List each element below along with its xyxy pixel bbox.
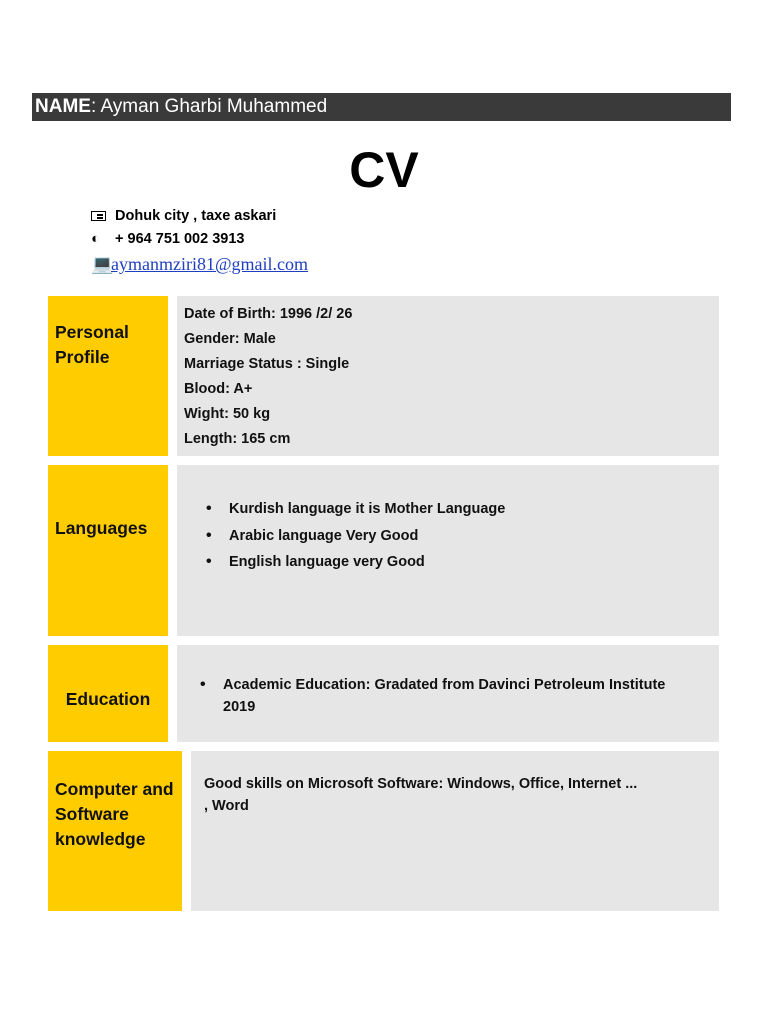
- name-separator: :: [90, 96, 101, 117]
- education-list: [200, 674, 719, 718]
- name-bar: [32, 93, 731, 121]
- personal-profile-content: [177, 296, 719, 456]
- list-item: • English language very Good: [206, 549, 719, 576]
- education-label: Education: [65, 689, 151, 709]
- list-item: [200, 674, 719, 718]
- contact-phone: [91, 229, 244, 249]
- contact-address: [91, 206, 276, 226]
- address-text: Dohuk city , taxe askari: [115, 208, 277, 224]
- computer-label-line3: knowledge: [55, 829, 146, 849]
- languages-label: Languages: [55, 518, 148, 538]
- languages-content: [177, 465, 719, 636]
- education-label-box: [48, 645, 168, 742]
- phone-text: + 964 751 002 3913: [115, 231, 245, 247]
- personal-profile-label-line2: Profile: [55, 347, 110, 367]
- profile-weight: Wight: 50 kg: [184, 406, 271, 422]
- computer-label-line1: Computer and: [55, 779, 174, 799]
- profile-marital-status: Marriage Status : Single: [184, 356, 350, 372]
- email-link[interactable]: aymanmziri81@gmail.com: [111, 254, 309, 274]
- profile-dob: Date of Birth: 1996 /2/ 26: [184, 306, 353, 322]
- list-item: • Arabic language Very Good: [206, 523, 719, 550]
- profile-blood: Blood: A+: [184, 381, 253, 397]
- computer-skills-line2: , Word: [204, 798, 249, 814]
- list-item: • Kurdish language it is Mother Language: [206, 496, 719, 523]
- education-item-line1: • Academic Education: Gradated from Davinci Petroleum Institute: [223, 677, 666, 693]
- profile-gender: Gender: Male: [184, 331, 276, 347]
- personal-profile-label-box: [48, 296, 168, 456]
- computer-label-box: [48, 751, 182, 911]
- page-title: CV: [349, 142, 419, 198]
- education-content: [177, 645, 719, 742]
- profile-length: Length: 165 cm: [184, 431, 291, 447]
- envelope-icon: [91, 206, 111, 226]
- computer-icon: 💻: [91, 254, 114, 274]
- computer-skills-line1: Good skills on Microsoft Software: Windows, Office, Internet ...: [204, 776, 638, 792]
- phone-icon: ◐: [91, 231, 100, 247]
- name-label: NAME: [35, 96, 91, 117]
- computer-content: [191, 751, 719, 911]
- contact-email: [91, 252, 308, 276]
- personal-profile-label-line1: Personal: [55, 322, 129, 342]
- education-item-line2: 2019: [223, 699, 256, 715]
- full-name: Ayman Gharbi Muhammed: [100, 96, 328, 117]
- computer-label-line2: Software: [55, 804, 129, 824]
- languages-label-box: [48, 465, 168, 636]
- languages-list: [206, 496, 719, 576]
